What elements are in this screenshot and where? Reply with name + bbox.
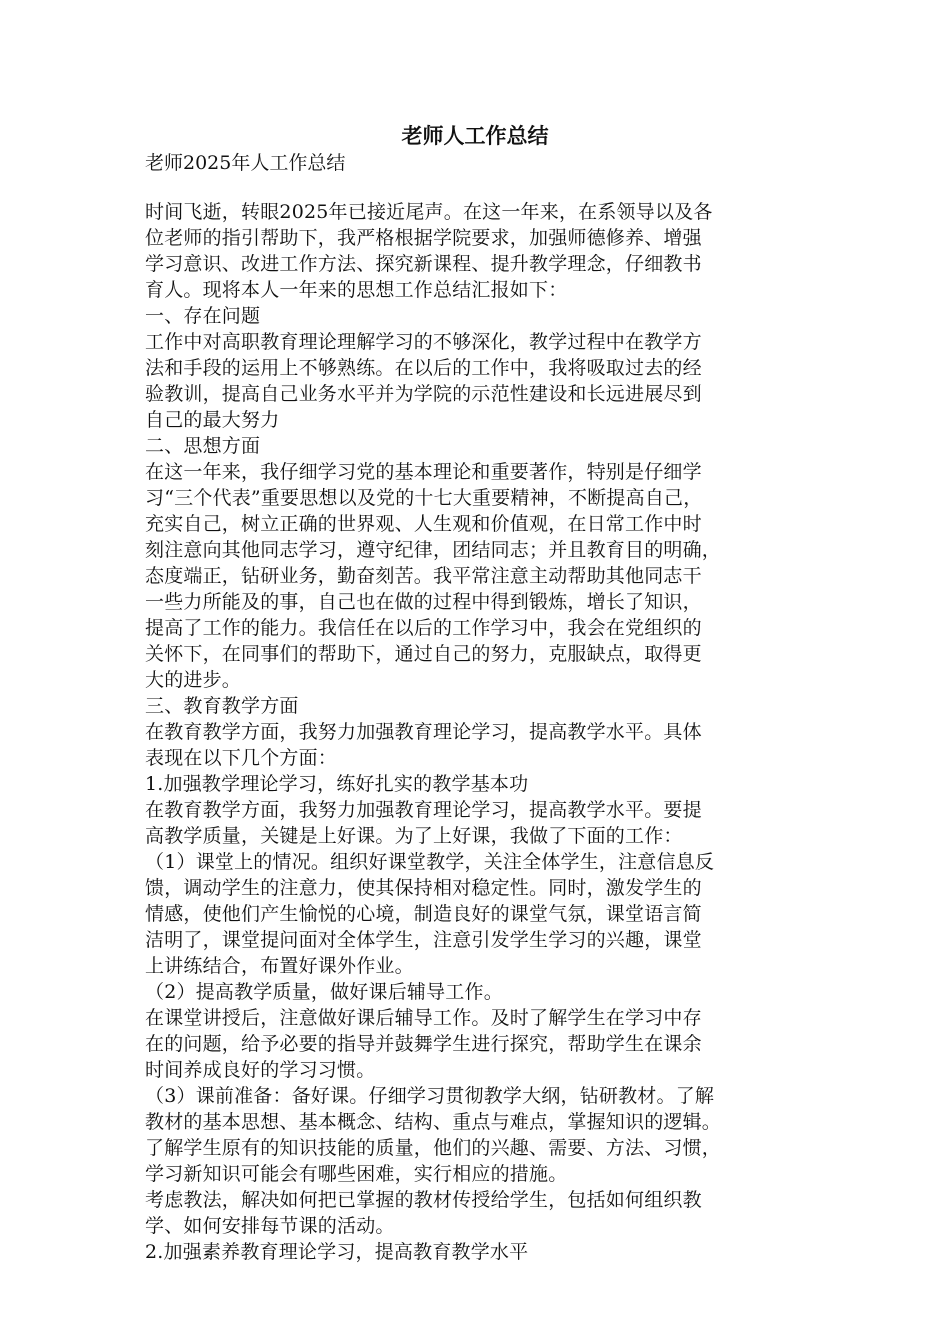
text-line: 一些力所能及的事，自己也在做的过程中得到锻炼，增长了知识， xyxy=(145,591,702,613)
text-line: 一、存在问题 xyxy=(145,305,261,327)
text-line: 在课堂讲授后，注意做好课后辅导工作。及时了解学生在学习中存 xyxy=(145,1007,702,1029)
text-line: 在教育教学方面，我努力加强教育理论学习，提高教学水平。要提 xyxy=(145,799,702,821)
text-line: 位老师的指引帮助下，我严格根据学院要求，加强师德修养、增强 xyxy=(145,227,702,249)
text-line: 上讲练结合，布置好课外作业。 xyxy=(145,955,414,977)
text-line: 馈，调动学生的注意力，使其保持相对稳定性。同时，激发学生的 xyxy=(145,877,702,899)
text-line: （3）课前准备：备好课。仔细学习贯彻教学大纲，钻研教材。了解 xyxy=(145,1085,715,1107)
text-line: 充实自己，树立正确的世界观、人生观和价值观，在日常工作中时 xyxy=(145,513,702,535)
text-line: 在的问题，给予必要的指导并鼓舞学生进行探究，帮助学生在课余 xyxy=(145,1033,702,1055)
text-line: 大的进步。 xyxy=(145,669,242,691)
text-line: 关怀下，在同事们的帮助下，通过自己的努力，克服缺点，取得更 xyxy=(145,643,702,665)
text-line: 表现在以下几个方面： xyxy=(145,747,338,769)
text-line: 洁明了，课堂提问面对全体学生，注意引发学生学习的兴趣，课堂 xyxy=(145,929,702,951)
document-title: 老师人工作总结 xyxy=(401,124,549,148)
text-line: 验教训，提高自己业务水平并为学院的示范性建设和长远进展尽到 xyxy=(145,383,702,405)
text-line: 教材的基本思想、基本概念、结构、重点与难点，掌握知识的逻辑。 xyxy=(145,1111,722,1133)
text-line: 高教学质量，关键是上好课。为了上好课，我做了下面的工作： xyxy=(145,825,683,847)
text-line: 1.加强教学理论学习，练好扎实的教学基本功 xyxy=(145,773,529,795)
text-line: 二、思想方面 xyxy=(145,435,261,457)
text-line: 三、教育教学方面 xyxy=(145,695,299,717)
text-line: 考虑教法，解决如何把已掌握的教材传授给学生，包括如何组织教 xyxy=(145,1189,702,1211)
text-line: 学习新知识可能会有哪些困难，实行相应的措施。 xyxy=(145,1163,568,1185)
text-line: 习“三个代表”重要思想以及党的十七大重要精神，不断提高自己， xyxy=(145,487,703,509)
text-line: 2.加强素养教育理论学习，提高教育教学水平 xyxy=(145,1241,529,1263)
text-line: 提高了工作的能力。我信任在以后的工作学习中，我会在党组织的 xyxy=(145,617,702,639)
text-line: 情感，使他们产生愉悦的心境，制造良好的课堂气氛，课堂语言简 xyxy=(145,903,702,925)
text-line: （2）提高教学质量，做好课后辅导工作。 xyxy=(145,981,503,1003)
text-line: 学、如何安排每节课的活动。 xyxy=(145,1215,395,1237)
document-subtitle: 老师2025年人工作总结 xyxy=(145,152,346,174)
text-line: 刻注意向其他同志学习，遵守纪律，团结同志；并且教育目的明确， xyxy=(145,539,722,561)
text-line: 在教育教学方面，我努力加强教育理论学习，提高教学水平。具体 xyxy=(145,721,702,743)
text-line: 学习意识、改进工作方法、探究新课程、提升教学理念，仔细教书 xyxy=(145,253,702,275)
text-line: （1）课堂上的情况。组织好课堂教学，关注全体学生，注意信息反 xyxy=(145,851,715,873)
text-line: 在这一年来，我仔细学习党的基本理论和重要著作，特别是仔细学 xyxy=(145,461,702,483)
text-line: 工作中对高职教育理论理解学习的不够深化，教学过程中在教学方 xyxy=(145,331,702,353)
text-line: 了解学生原有的知识技能的质量，他们的兴趣、需要、方法、习惯， xyxy=(145,1137,722,1159)
text-line: 时间飞逝，转眼2025年已接近尾声。在这一年来，在系领导以及各 xyxy=(145,201,713,223)
document-body xyxy=(145,199,805,1265)
text-line: 育人。现将本人一年来的思想工作总结汇报如下： xyxy=(145,279,568,301)
text-line: 时间养成良好的学习习惯。 xyxy=(145,1059,376,1081)
text-line: 法和手段的运用上不够熟练。在以后的工作中，我将吸取过去的经 xyxy=(145,357,702,379)
text-line: 态度端正，钻研业务，勤奋刻苦。我平常注意主动帮助其他同志干 xyxy=(145,565,702,587)
text-line: 自己的最大努力 xyxy=(145,409,280,431)
